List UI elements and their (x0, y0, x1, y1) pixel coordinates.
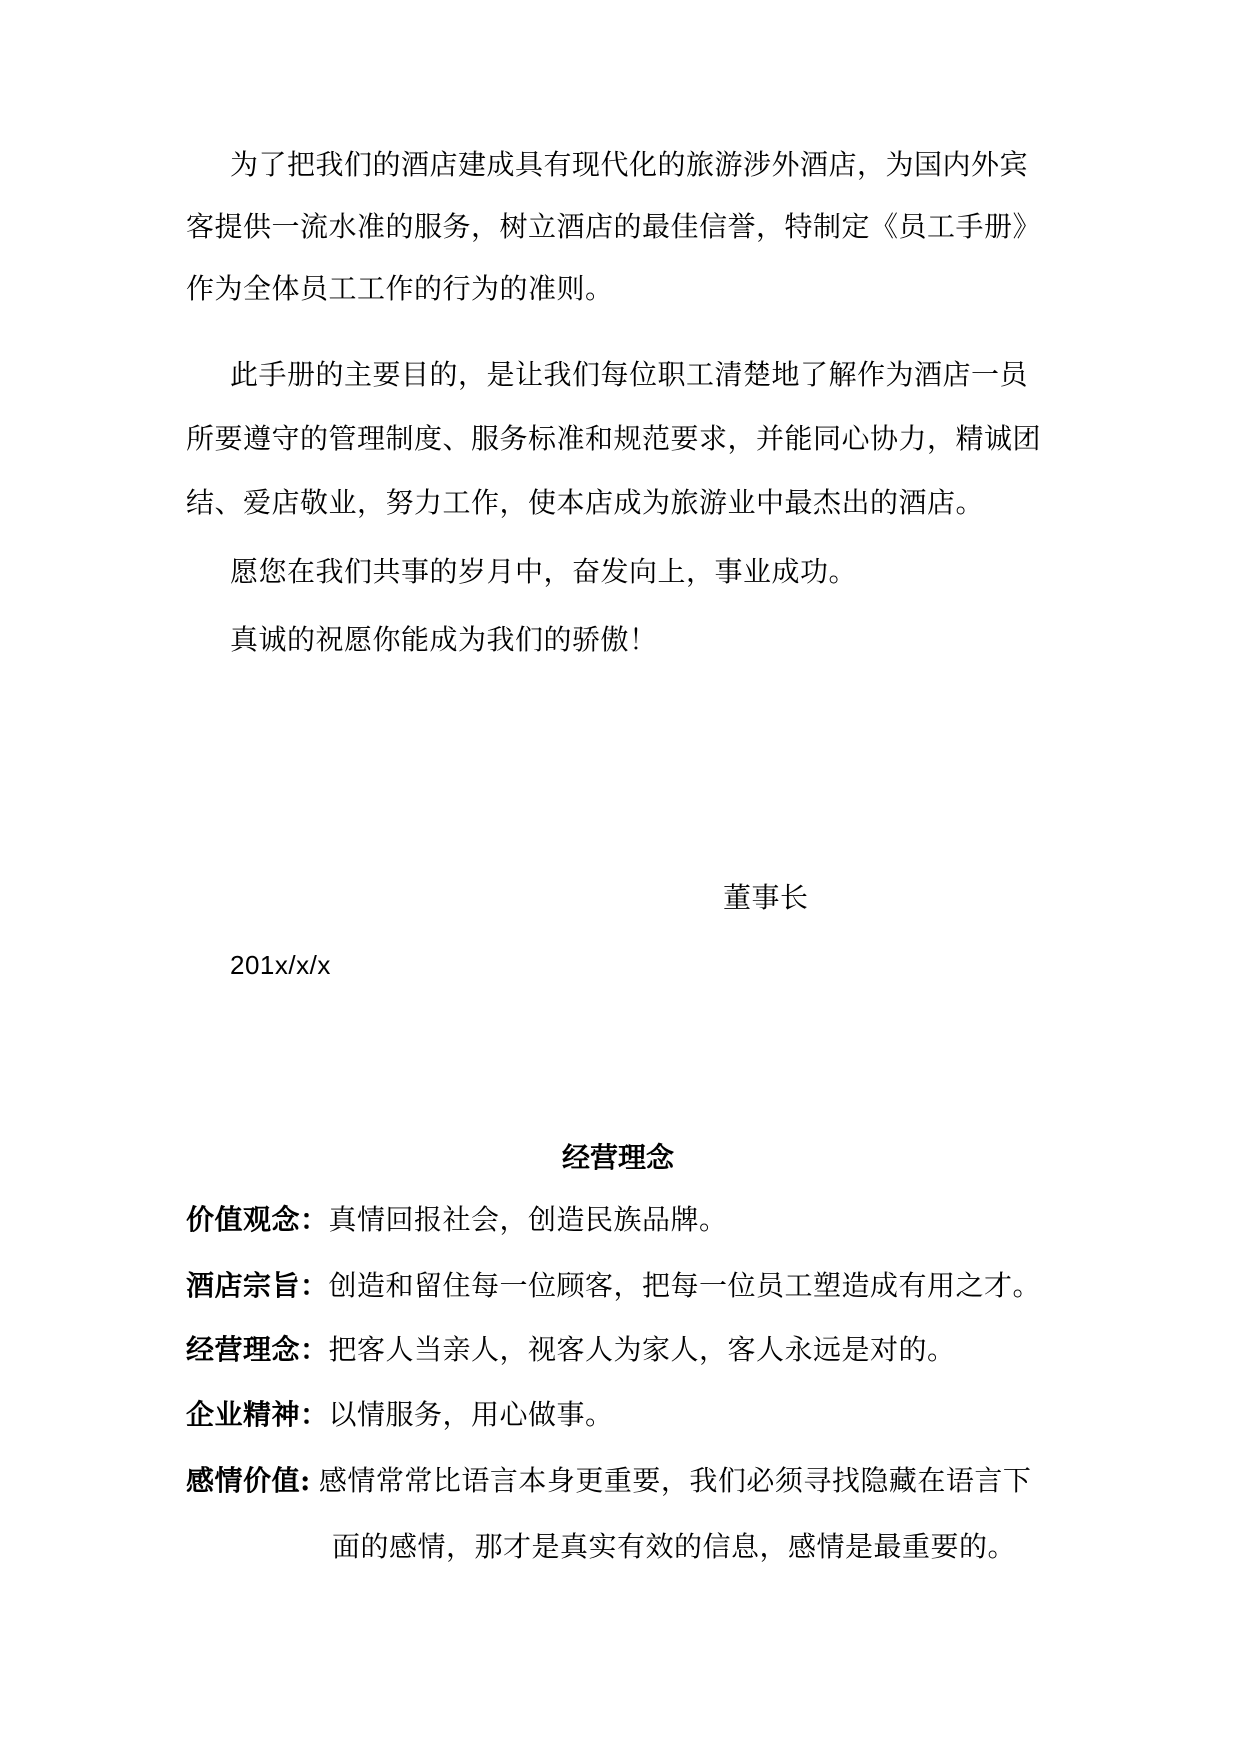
philosophy-item (186, 1200, 728, 1240)
philosophy-item (186, 1266, 1041, 1306)
philosophy-item-label: 价值观念： (186, 1203, 329, 1236)
philosophy-heading: 经营理念 (562, 1141, 675, 1174)
philosophy-item (186, 1461, 1031, 1501)
intro-p2-line1: 此手册的主要目的，是让我们每位职工清楚地了解作为酒店一员 (230, 358, 1029, 391)
intro-p4: 真诚的祝愿你能成为我们的骄傲！ (230, 623, 658, 656)
philosophy-item-label: 经营理念： (186, 1333, 329, 1366)
intro-p1-line2: 客提供一流水准的服务，树立酒店的最佳信誉，特制定《员工手册》 (186, 210, 1042, 243)
intro-p3: 愿您在我们共事的岁月中，奋发向上，事业成功。 (230, 555, 858, 588)
philosophy-item-label: 企业精神： (186, 1398, 329, 1431)
philosophy-item-text: 创造和留住每一位顾客，把每一位员工塑造成有用之才。 (328, 1269, 1042, 1302)
signature-title: 董事长 (723, 881, 809, 914)
philosophy-item-text: 以情服务，用心做事。 (328, 1398, 614, 1431)
philosophy-item-text: 感情常常比语言本身更重要，我们必须寻找隐藏在语言下 (318, 1464, 1032, 1497)
intro-p1-line3: 作为全体员工工作的行为的准则。 (186, 272, 614, 305)
philosophy-item-text: 真情回报社会，创造民族品牌。 (328, 1203, 728, 1236)
philosophy-item-label: 感情价值: (186, 1464, 311, 1497)
philosophy-item (186, 1330, 956, 1370)
philosophy-item (186, 1395, 614, 1435)
intro-p2-line2: 所要遵守的管理制度、服务标准和规范要求，并能同心协力，精诚团 (186, 422, 1042, 455)
intro-p2-line3: 结、爱店敬业，努力工作，使本店成为旅游业中最杰出的酒店。 (186, 486, 985, 519)
philosophy-item-label: 酒店宗旨： (186, 1269, 329, 1302)
philosophy-item-text: 把客人当亲人，视客人为家人，客人永远是对的。 (328, 1333, 956, 1366)
philosophy-item-continuation: 面的感情，那才是真实有效的信息，感情是最重要的。 (332, 1530, 1017, 1563)
signature-date: 201x/x/x (230, 950, 331, 980)
intro-p1-line1: 为了把我们的酒店建成具有现代化的旅游涉外酒店，为国内外宾 (230, 148, 1029, 181)
